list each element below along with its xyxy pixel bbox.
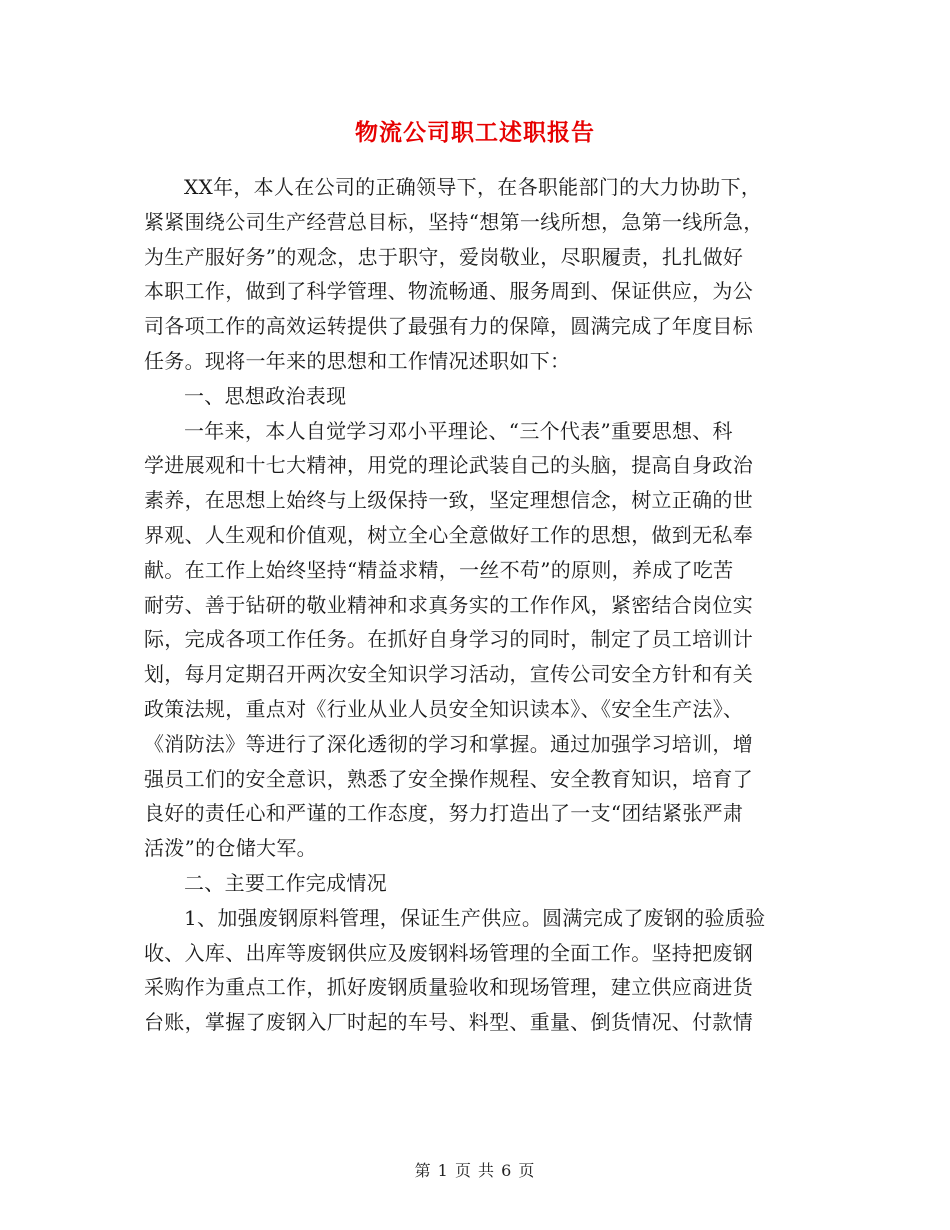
paragraph-line: 本职工作，做到了科学管理、物流畅通、服务周到、保证供应，为公 bbox=[144, 279, 753, 304]
paragraph-line: 1、加强废钢原料管理，保证生产供应。圆满完成了废钢的验质验 bbox=[184, 905, 766, 930]
paragraph-line: 献。在工作上始终坚持“精益求精，一丝不苟”的原则，养成了吃苦 bbox=[144, 557, 734, 582]
paragraph-line: 台账，掌握了废钢入厂时起的车号、料型、重量、倒货情况、付款情 bbox=[144, 1010, 753, 1035]
paragraph-line: 界观、人生观和价值观，树立全心全意做好工作的思想，做到无私奉 bbox=[144, 522, 753, 547]
paragraph-line: 耐劳、善于钻研的敬业精神和求真务实的工作作风，紧密结合岗位实 bbox=[144, 592, 753, 617]
paragraph-line: 紧紧围绕公司生产经营总目标，坚持“想第一线所想，急第一线所急， bbox=[144, 209, 764, 234]
paragraph-line: 际，完成各项工作任务。在抓好自身学习的同时，制定了员工培训计 bbox=[144, 627, 753, 652]
paragraph-line: 强员工们的安全意识，熟悉了安全操作规程、安全教育知识，培育了 bbox=[144, 766, 753, 791]
paragraph-line: 为生产服好务”的观念，忠于职守，爱岗敬业，尽职履责，扎扎做好 bbox=[144, 244, 744, 269]
document-body bbox=[144, 170, 806, 1040]
paragraph-line: 政策法规，重点对《行业从业人员安全知识读本》、《安全生产法》、 bbox=[144, 696, 744, 721]
paragraph-line: 活泼”的仓储大军。 bbox=[144, 836, 317, 861]
paragraph-line: 任务。现将一年来的思想和工作情况述职如下： bbox=[144, 348, 571, 373]
page-number: 第 1 页 共 6 页 bbox=[414, 1161, 536, 1180]
paragraph-line: XX年，本人在公司的正确领导下，在各职能部门的大力协助下， bbox=[184, 175, 762, 199]
paragraph-line: 学进展观和十七大精神，用党的理论武装自己的头脑，提高自身政治 bbox=[144, 453, 753, 478]
paragraph-line: 采购作为重点工作，抓好废钢质量验收和现场管理，建立供应商进货 bbox=[144, 975, 753, 1000]
section-heading: 一、思想政治表现 bbox=[184, 383, 347, 408]
paragraph-line: 划，每月定期召开两次安全知识学习活动，宣传公司安全方针和有关 bbox=[144, 662, 753, 687]
paragraph-line: 良好的责任心和严谨的工作态度，努力打造出了一支“团结紧张严肃 bbox=[144, 801, 744, 826]
paragraph-line: 素养，在思想上始终与上级保持一致，坚定理想信念，树立正确的世 bbox=[144, 488, 753, 513]
paragraph-line: 收、入库、出库等废钢供应及废钢料场管理的全面工作。坚持把废钢 bbox=[144, 940, 753, 965]
paragraph-line: 一年来，本人自觉学习邓小平理论、“三个代表”重要思想、科 bbox=[184, 418, 733, 443]
document-title: 物流公司职工述职报告 bbox=[355, 119, 595, 146]
paragraph-line: 司各项工作的高效运转提供了最强有力的保障，圆满完成了年度目标 bbox=[144, 314, 753, 339]
section-heading: 二、主要工作完成情况 bbox=[184, 870, 387, 895]
paragraph-line: 《消防法》等进行了深化透彻的学习和掌握。通过加强学习培训，增 bbox=[144, 731, 753, 756]
